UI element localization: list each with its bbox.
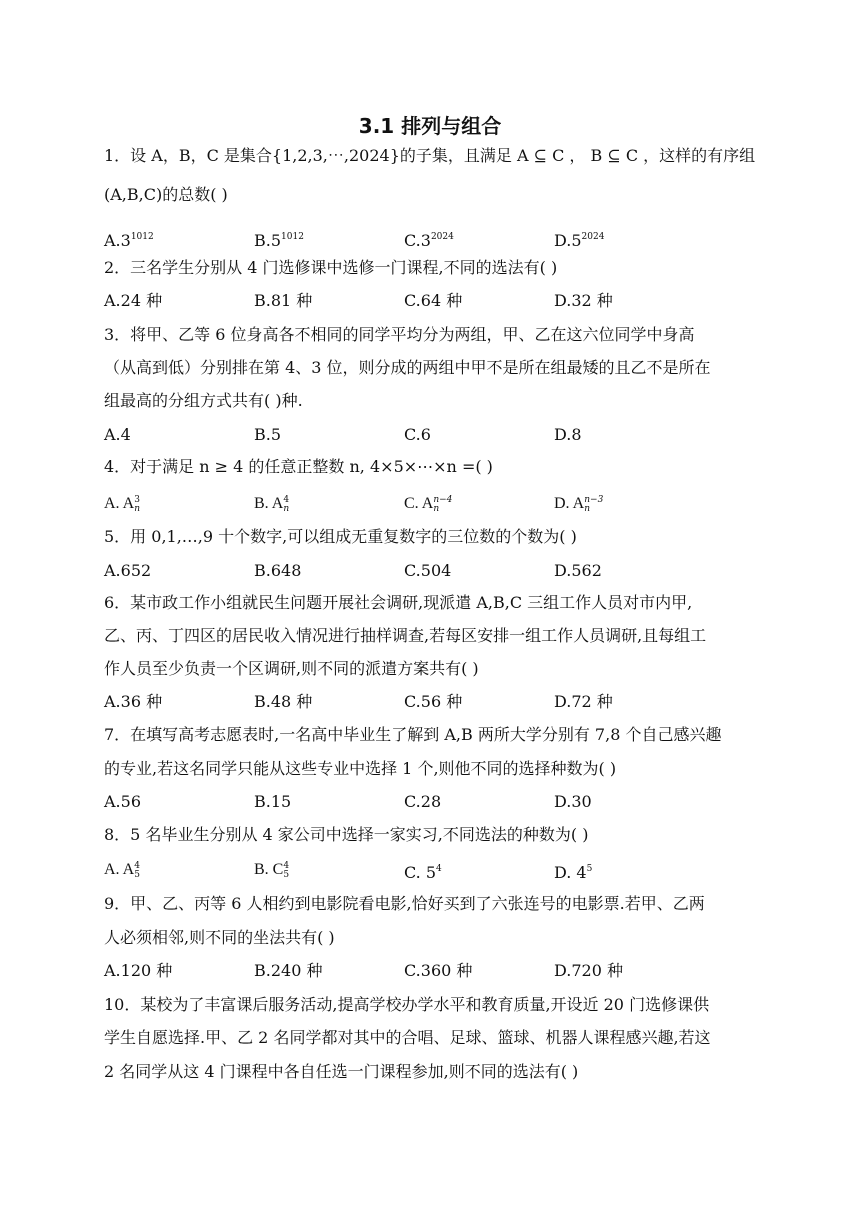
q6-line-2: 乙、丙、丁四区的居民收入情况进行抽样调查,若每区安排一组工作人员调研,且每组工: [104, 626, 707, 645]
q3-option-d: D.8: [554, 425, 582, 444]
q8-option-b: B. C 4 5: [254, 861, 290, 880]
q4-option-b: B. A 4 n: [254, 495, 290, 514]
q5-option-b: B.648: [254, 561, 302, 580]
q6-line-3: 作人员至少负责一个区调研,则不同的派遣方案共有( ): [104, 659, 479, 678]
q2-option-c: C.64 种: [404, 291, 463, 310]
q8-options: [104, 858, 754, 880]
q9-options: [104, 960, 754, 982]
q10-line-3: 2 名同学从这 4 门课程中各自任选一门课程参加,则不同的选法有( ): [104, 1062, 579, 1081]
q8-option-c: C. $5^4$: [404, 863, 442, 882]
q7-options: [104, 791, 754, 813]
q6-options: [104, 691, 754, 713]
q1-option-a: $A.3^{1012}$: [104, 231, 154, 250]
q6-option-b: B.48 种: [254, 692, 313, 711]
q4-option-a: A. A 3 n: [104, 495, 141, 514]
q4-line-1: 4．对于满足 n ≥ 4 的任意正整数 n, 4×5×⋯×n =( ): [104, 457, 493, 476]
q3-line-2: （从高到低）分别排在第 4、3 位，则分成的两组中甲不是所在组最矮的且乙不是所在: [104, 358, 711, 377]
q5-option-d: D.562: [554, 561, 602, 580]
q1-options: [104, 226, 754, 248]
q7-option-b: B.15: [254, 792, 292, 811]
q8-option-d: D. $4^5$: [554, 863, 593, 882]
q1-option-b: $B.5^{1012}$: [254, 231, 304, 250]
q5-option-a: A.652: [104, 561, 152, 580]
q9-option-c: C.360 种: [404, 961, 473, 980]
q8-line-1: 8．5 名毕业生分别从 4 家公司中选择一家实习,不同选法的种数为( ): [104, 825, 589, 844]
q2-options: [104, 290, 754, 312]
q10-line-2: 学生自愿选择.甲、乙 2 名同学都对其中的合唱、足球、篮球、机器人课程感兴趣,若这: [104, 1028, 711, 1047]
q6-option-c: C.56 种: [404, 692, 463, 711]
q2-option-d: D.32 种: [554, 291, 613, 310]
q3-option-a: A.4: [104, 425, 131, 444]
q6-line-1: 6．某市政工作小组就民生问题开展社会调研,现派遣 A,B,C 三组工作人员对市内甲,: [104, 593, 693, 612]
q4-options: [104, 492, 754, 514]
q3-line-1: 3．将甲、乙等 6 位身高各不相同的同学平均分为两组，甲、乙在这六位同学中身高: [104, 325, 695, 344]
q5-option-c: C.504: [404, 561, 452, 580]
q4-option-d: D. A n−3 n: [554, 495, 604, 514]
q1-option-d: $D.5^{2024}$: [554, 231, 605, 250]
q7-line-1: 7．在填写高考志愿表时,一名高中毕业生了解到 A,B 两所大学分别有 7,8 个自己感兴趣: [104, 725, 722, 744]
q7-option-c: C.28: [404, 792, 442, 811]
q1-line-2: (A,B,C)的总数( ): [104, 185, 228, 204]
q9-option-b: B.240 种: [254, 961, 323, 980]
q7-option-d: D.30: [554, 792, 592, 811]
q7-option-a: A.56: [104, 792, 141, 811]
q10-line-1: 10．某校为了丰富课后服务活动,提高学校办学水平和教育质量,开设近 20 门选修课供: [104, 995, 710, 1014]
q9-option-a: A.120 种: [104, 961, 173, 980]
q3-line-3: 组最高的分组方式共有( )种.: [104, 391, 303, 410]
q2-option-b: B.81 种: [254, 291, 313, 310]
q9-line-2: 人必须相邻,则不同的坐法共有( ): [104, 928, 335, 947]
q6-option-a: A.36 种: [104, 692, 163, 711]
q3-options: [104, 424, 754, 446]
q5-options: [104, 560, 754, 582]
q3-option-b: B.5: [254, 425, 282, 444]
q4-option-c: C. A n−4 n: [404, 495, 453, 514]
q7-line-2: 的专业,若这名同学只能从这些专业中选择 1 个,则他不同的选择种数为( ): [104, 759, 617, 778]
q9-line-1: 9．甲、乙、丙等 6 人相约到电影院看电影,恰好买到了六张连号的电影票.若甲、乙两: [104, 894, 705, 913]
q8-option-a: A. A 4 5: [104, 861, 140, 880]
q1-line-1: 1．设 A，B，C 是集合{1,2,3,⋯,2024}的子集，且满足 A ⊆ C ， B ⊆ C ，这样的有序组: [104, 146, 756, 165]
page-title: 3.1 排列与组合: [358, 114, 502, 138]
q1-option-c: $C.3^{2024}$: [404, 231, 454, 250]
q9-option-d: D.720 种: [554, 961, 623, 980]
q6-option-d: D.72 种: [554, 692, 613, 711]
q5-line-1: 5．用 0,1,…,9 十个数字,可以组成无重复数字的三位数的个数为( ): [104, 527, 577, 546]
q3-option-c: C.6: [404, 425, 431, 444]
q2-line-1: 2．三名学生分别从 4 门选修课中选修一门课程,不同的选法有( ): [104, 258, 558, 277]
q2-option-a: A.24 种: [104, 291, 163, 310]
